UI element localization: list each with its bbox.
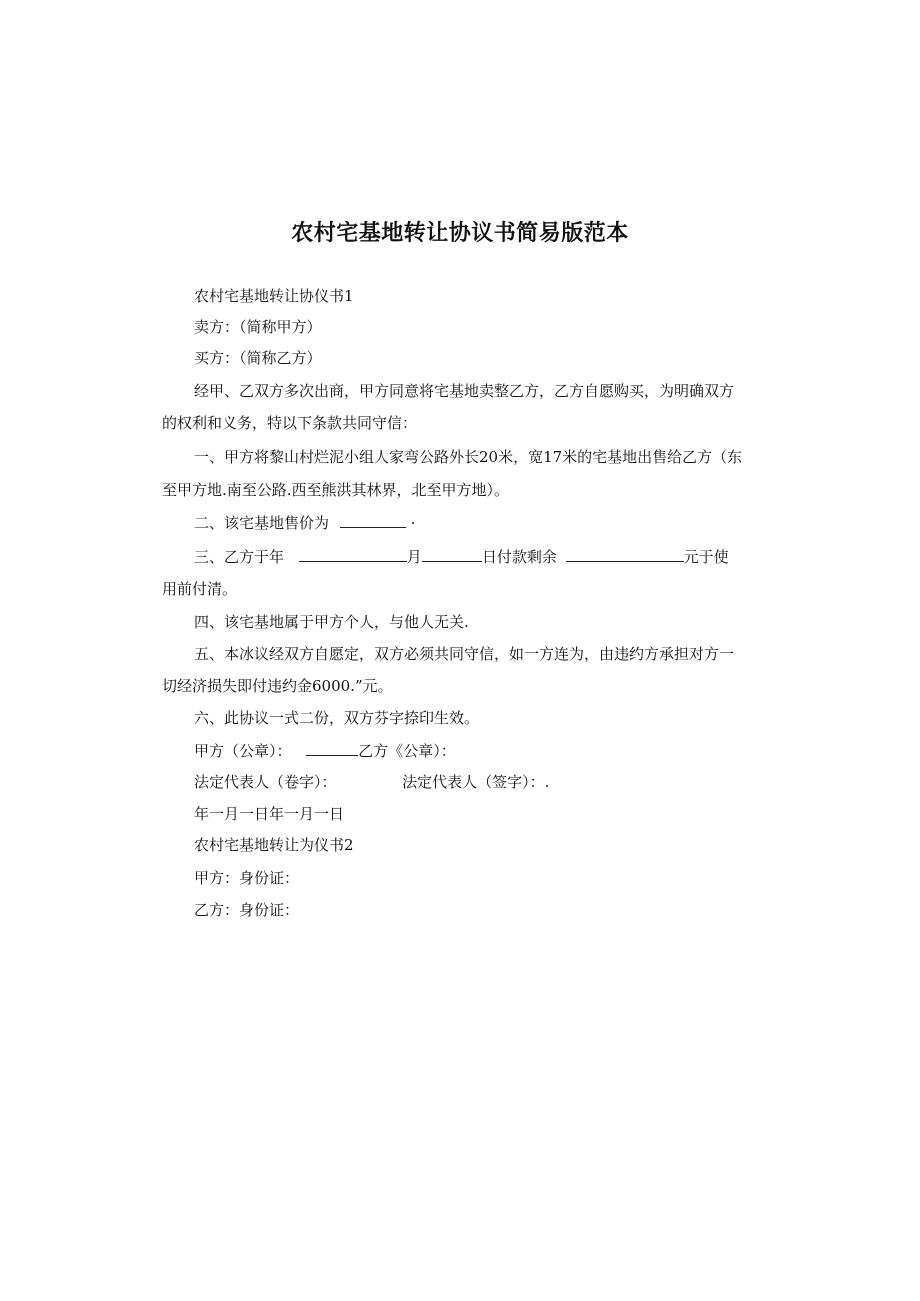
- clause-2-dot: ·: [410, 514, 416, 532]
- clause-3-year-text: 三、乙方于年: [194, 548, 285, 566]
- clause-5-line-1: 五、本冰议经双方自愿定，双方必须共同守信，如一方连为，由违约方承担对方一: [194, 645, 735, 663]
- day-blank: [422, 547, 482, 562]
- agreement-heading-1: 农村宅基地转让协仪书1: [194, 287, 354, 305]
- clause-5-line-2: 切经济损失即付违约金6000.”元。: [162, 677, 393, 695]
- agreement-heading-2: 农村宅基地转让为仪书2: [194, 836, 354, 854]
- month-blank: [299, 547, 407, 562]
- intro-paragraph-line-1: 经甲、乙双方多次出商，甲方同意将宅基地卖整乙方，乙方自愿购买，为明确双方: [194, 382, 735, 400]
- seal-line: [194, 741, 456, 761]
- clause-1-line-1: 一、甲方将黎山村烂泥小组人家弯公路外长20米，宽17米的宅基地出售给乙方（东: [194, 448, 743, 466]
- party-a-seal-label: 甲方（公章）：: [194, 742, 292, 760]
- clause-6: 六、此协议一式二份，双方芬字捺印生效。: [194, 709, 480, 727]
- seller-line: 卖方：（简称甲方）: [194, 318, 322, 336]
- clause-3-yuan-text: 元于使: [683, 548, 729, 566]
- date-line: 年一月一日年一月一日: [194, 805, 345, 823]
- party-b-id-line: 乙方：身份证：: [194, 901, 300, 919]
- intro-paragraph-line-2: 的权利和义务，特以下条款共同守信：: [162, 414, 418, 432]
- party-b-representative-label: 法定代表人（签字）：.: [402, 773, 550, 791]
- party-b-seal-label: 乙方《公章）：: [358, 742, 456, 760]
- document-title: 农村宅基地转让协议书简易版范本: [291, 221, 629, 246]
- buyer-line: 买方：（简称乙方）: [194, 349, 322, 367]
- clause-3-day-text: 日付款剩余: [481, 548, 557, 566]
- clause-1-line-2: 至甲方地.南至公路.西至熊洪其林界，北至甲方地）。: [162, 481, 510, 499]
- clause-2: [194, 513, 415, 533]
- clause-2-text: 二、该宅基地售价为: [194, 514, 330, 532]
- party-a-representative-label: 法定代表人（卷字）：: [194, 773, 337, 791]
- representative-line: [194, 772, 549, 792]
- clause-3-month-text: 月: [406, 548, 422, 566]
- party-a-seal-blank: [306, 741, 358, 756]
- clause-3-line-1: [194, 547, 729, 567]
- clause-3-line-2: 用前付清。: [162, 580, 238, 598]
- remaining-amount-blank: [566, 547, 684, 562]
- price-blank: [340, 513, 406, 528]
- clause-4: 四、该宅基地属于甲方个人，与他人无关.: [194, 613, 469, 631]
- party-a-id-line: 甲方：身份证：: [194, 869, 300, 887]
